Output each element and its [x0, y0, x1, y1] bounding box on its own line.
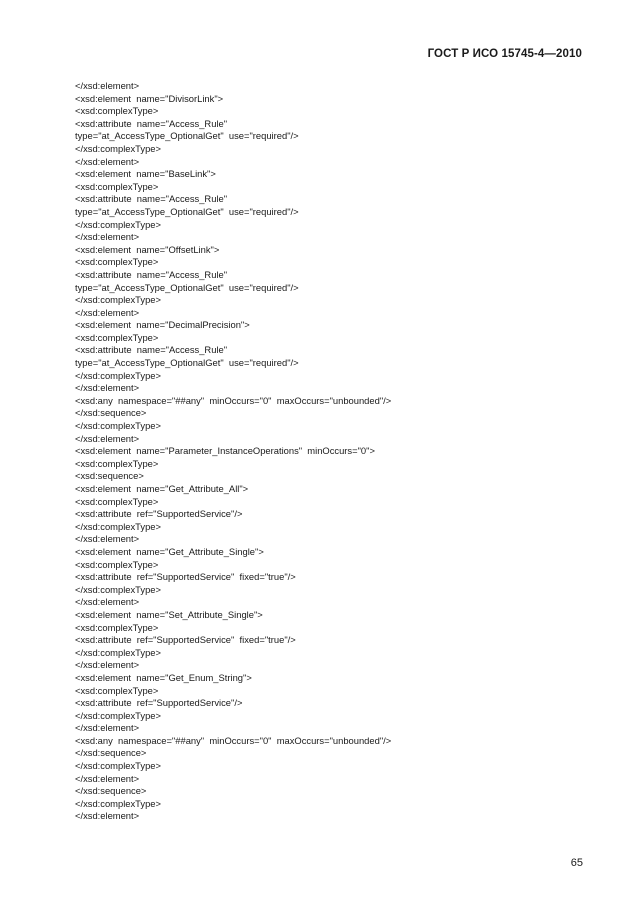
code-line: </xsd:complexType>	[75, 709, 161, 721]
code-line: <xsd:attribute ref="SupportedService" fixed="true"/>	[75, 571, 296, 583]
code-line: <xsd:complexType>	[75, 180, 159, 192]
code-line: </xsd:element>	[75, 533, 140, 545]
code-line: </xsd:element>	[75, 382, 140, 394]
code-line: <xsd:attribute name="Access_Rule"	[75, 117, 228, 129]
code-line: <xsd:attribute ref="SupportedService"/>	[75, 508, 243, 520]
code-line: <xsd:attribute ref="SupportedService" fixed="true"/>	[75, 634, 296, 646]
code-line: </xsd:element>	[75, 155, 140, 167]
code-line: </xsd:element>	[75, 659, 140, 671]
code-line: </xsd:element>	[75, 722, 140, 734]
code-line: <xsd:element name="Get_Attribute_Single">	[75, 545, 264, 557]
code-line: <xsd:element name="Parameter_InstanceOperations" minOccurs="0">	[75, 445, 375, 457]
code-line: <xsd:attribute name="Access_Rule"	[75, 344, 228, 356]
code-line: <xsd:element name="BaseLink">	[75, 168, 216, 180]
code-line: </xsd:complexType>	[75, 760, 161, 772]
code-line: <xsd:any namespace="##any" minOccurs="0" maxOccurs="unbounded"/>	[75, 394, 392, 406]
code-line: <xsd:attribute name="Access_Rule"	[75, 268, 228, 280]
code-line: </xsd:complexType>	[75, 420, 161, 432]
code-line: </xsd:complexType>	[75, 369, 161, 381]
code-line: <xsd:element name="OffsetLink">	[75, 243, 220, 255]
code-line: <xsd:complexType>	[75, 105, 159, 117]
code-line: <xsd:element name="Get_Enum_String">	[75, 671, 252, 683]
code-line: <xsd:complexType>	[75, 331, 159, 343]
code-line: </xsd:complexType>	[75, 646, 161, 658]
code-line: <xsd:complexType>	[75, 457, 159, 469]
code-line: </xsd:complexType>	[75, 218, 161, 230]
code-line: type="at_AccessType_OptionalGet" use="required"/>	[75, 357, 299, 369]
code-line: <xsd:complexType>	[75, 684, 159, 696]
page-number: 65	[570, 857, 583, 869]
code-line: type="at_AccessType_OptionalGet" use="required"/>	[75, 130, 299, 142]
code-line: <xsd:element name="DivisorLink">	[75, 92, 224, 104]
code-line: </xsd:element>	[75, 432, 140, 444]
code-line: </xsd:element>	[75, 596, 140, 608]
code-line: <xsd:complexType>	[75, 495, 159, 507]
code-line: <xsd:complexType>	[75, 558, 159, 570]
code-line: <xsd:any namespace="##any" minOccurs="0" maxOccurs="unbounded"/>	[75, 734, 392, 746]
code-line: <xsd:attribute name="Access_Rule"	[75, 193, 228, 205]
code-line: <xsd:sequence>	[75, 470, 144, 482]
code-line: <xsd:complexType>	[75, 256, 159, 268]
xsd-code-listing	[75, 80, 391, 823]
code-line: </xsd:element>	[75, 80, 140, 91]
code-line: </xsd:complexType>	[75, 142, 161, 154]
code-line: </xsd:element>	[75, 810, 140, 822]
code-line: </xsd:element>	[75, 772, 140, 784]
code-line: type="at_AccessType_OptionalGet" use="required"/>	[75, 281, 299, 293]
code-line: </xsd:sequence>	[75, 785, 147, 797]
code-line: </xsd:complexType>	[75, 520, 161, 532]
code-line: </xsd:sequence>	[75, 747, 147, 759]
code-line: <xsd:complexType>	[75, 621, 159, 633]
code-line: </xsd:sequence>	[75, 407, 147, 419]
code-line: </xsd:element>	[75, 306, 140, 318]
code-line: type="at_AccessType_OptionalGet" use="required"/>	[75, 205, 299, 217]
code-line: </xsd:complexType>	[75, 797, 161, 809]
code-line: <xsd:attribute ref="SupportedService"/>	[75, 697, 243, 709]
code-line: <xsd:element name="Get_Attribute_All">	[75, 483, 249, 494]
code-line: </xsd:element>	[75, 231, 140, 243]
code-line: <xsd:element name="DecimalPrecision">	[75, 319, 250, 331]
code-line: <xsd:element name="Set_Attribute_Single">	[75, 608, 263, 620]
document-header: ГОСТ Р ИСО 15745-4—2010	[427, 48, 582, 60]
code-line: </xsd:complexType>	[75, 583, 161, 595]
code-line: </xsd:complexType>	[75, 294, 161, 306]
